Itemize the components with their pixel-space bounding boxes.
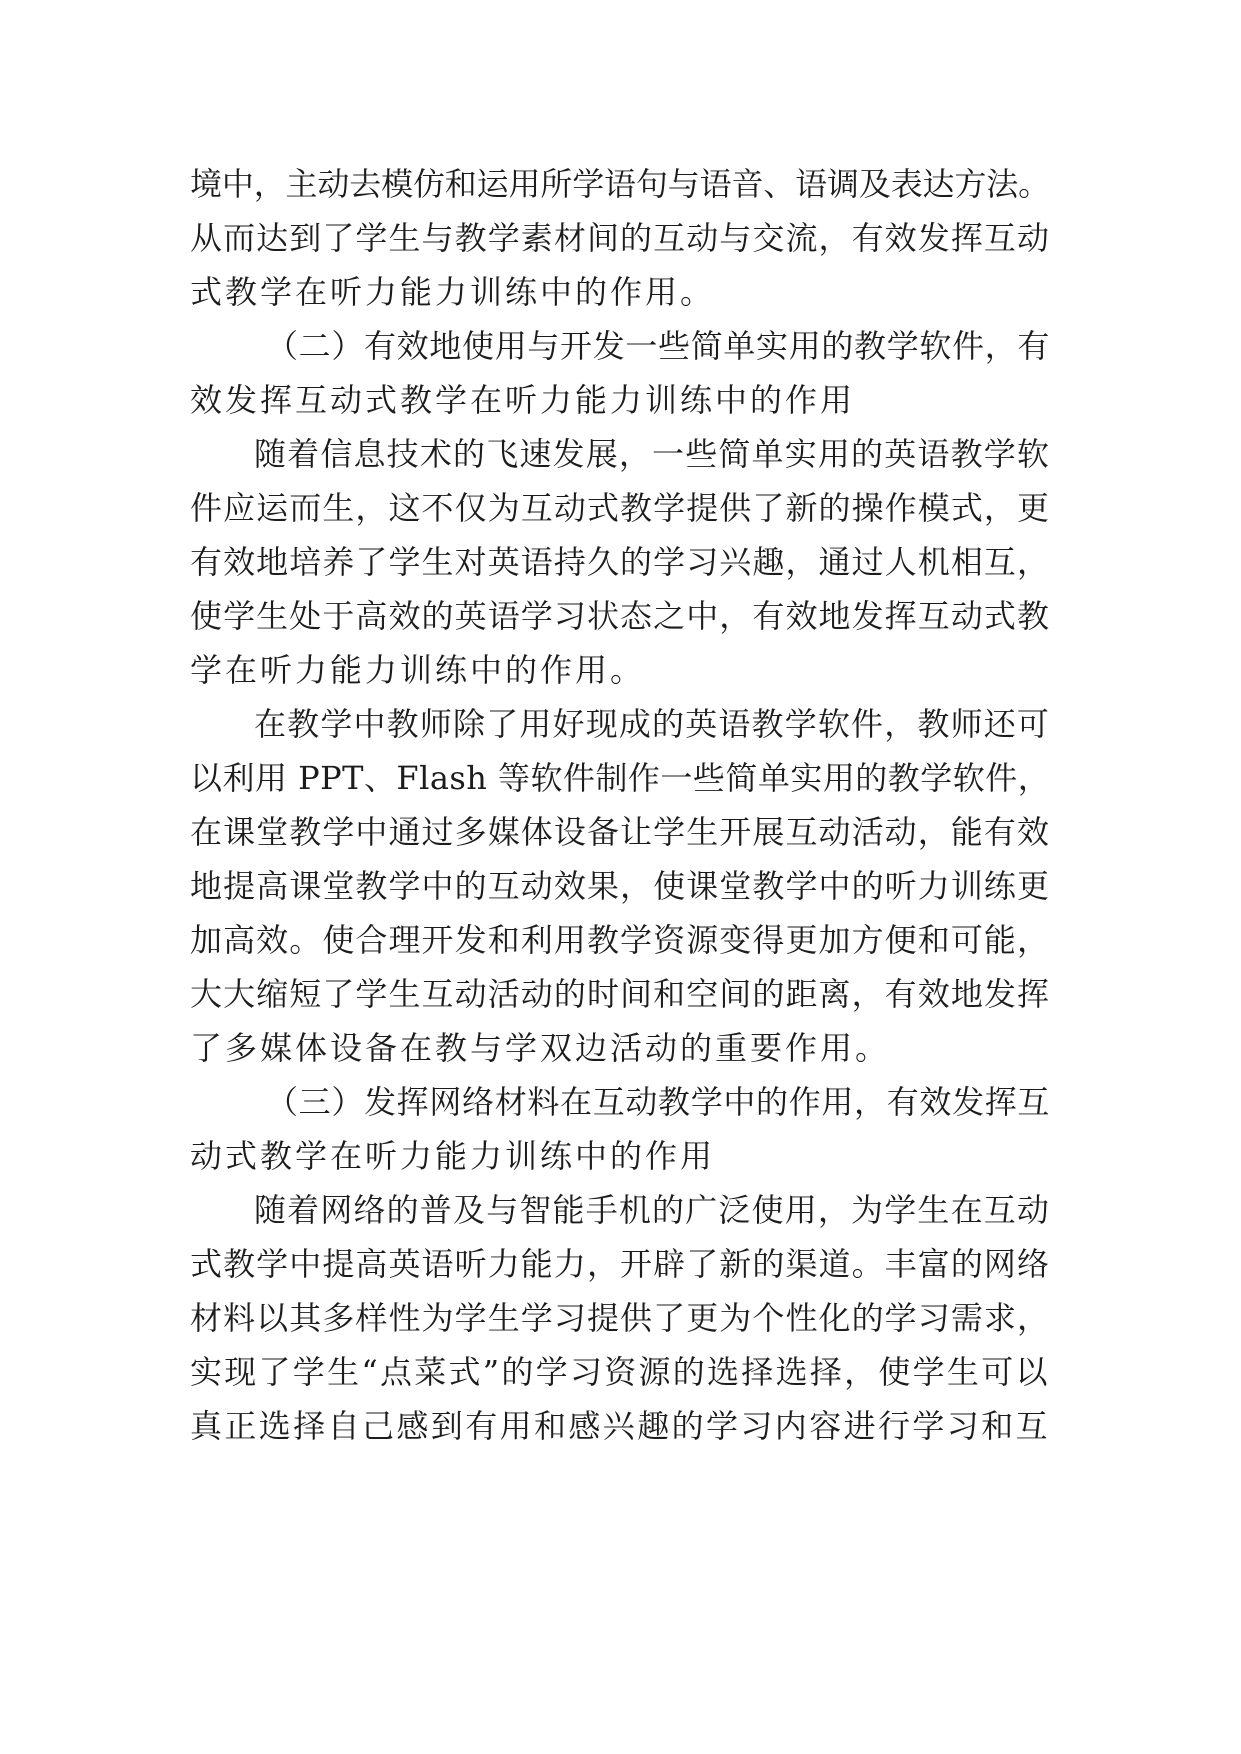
text-line: 实现了学生“点菜式”的学习资源的选择选择，使学生可以 (190, 1353, 1050, 1391)
text-line: 在课堂教学中通过多媒体设备让学生开展互动活动，能有效 (190, 813, 1051, 851)
text-line: 式教学中提高英语听力能力，开辟了新的渠道。丰富的网络 (190, 1245, 1051, 1283)
text-line: 式教学在听力能力训练中的作用。 (190, 273, 716, 311)
text-line: 使学生处于高效的英语学习状态之中，有效地发挥互动式教 (190, 597, 1051, 635)
text-line: 随着网络的普及与智能手机的广泛使用，为学生在互动 (254, 1191, 1051, 1229)
text-line: 在教学中教师除了用好现成的英语教学软件，教师还可 (254, 705, 1051, 743)
text-line: 加高效。使合理开发和利用教学资源变得更加方便和可能， (190, 921, 1051, 959)
text-line: 以利用 PPT、Flash 等软件制作一些简单实用的教学软件， (190, 759, 1051, 797)
text-line: 真正选择自己感到有用和感兴趣的学习内容进行学习和互 (190, 1407, 1051, 1445)
text-line: 有效地培养了学生对英语持久的学习兴趣，通过人机相互， (190, 543, 1051, 581)
section-heading-line: （三）发挥网络材料在互动教学中的作用，有效发挥互 (266, 1083, 1051, 1121)
text-line: 大大缩短了学生互动活动的时间和空间的距离，有效地发挥 (190, 975, 1051, 1013)
text-line: 了多媒体设备在教与学双边活动的重要作用。 (190, 1029, 891, 1067)
text-line: 地提高课堂教学中的互动效果，使课堂教学中的听力训练更 (190, 867, 1051, 905)
text-line: 境中，主动去模仿和运用所学语句与语音、语调及表达方法。 (190, 165, 1050, 203)
body-text (190, 157, 1050, 1453)
section-heading-line: （二）有效地使用与开发一些简单实用的教学软件，有 (266, 327, 1051, 365)
text-line: 动式教学在听力能力训练中的作用 (190, 1137, 716, 1175)
text-line: 随着信息技术的飞速发展，一些简单实用的英语教学软 (254, 435, 1051, 473)
text-line: 件应运而生，这不仅为互动式教学提供了新的操作模式，更 (190, 489, 1051, 527)
text-line: 材料以其多样性为学生学习提供了更为个性化的学习需求， (190, 1299, 1051, 1337)
text-line: 从而达到了学生与教学素材间的互动与交流，有效发挥互动 (190, 219, 1051, 257)
text-line: 效发挥互动式教学在听力能力训练中的作用 (190, 381, 856, 419)
text-line: 学在听力能力训练中的作用。 (190, 651, 646, 689)
